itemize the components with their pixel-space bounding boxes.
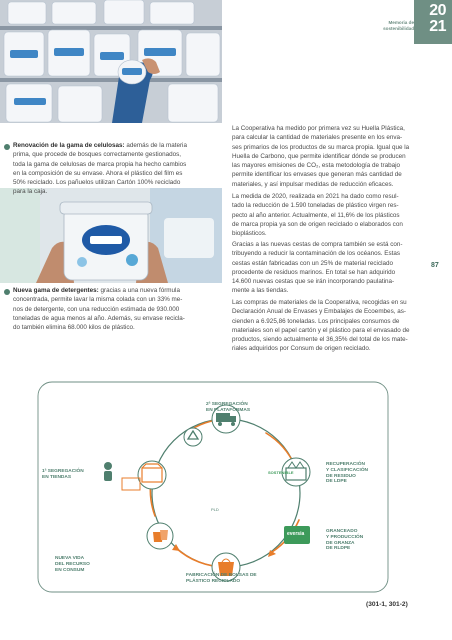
eversia-logo: eversia (287, 531, 305, 537)
text-line: La Cooperativa ha medido por primera vez su Huella Plástica, (232, 125, 405, 132)
text-line: ses primarios de los productos de su marca propia. Igual que la (232, 143, 410, 151)
bullet-marker (4, 144, 10, 150)
label-line: PLÁSTICO RECICLADO (186, 578, 241, 584)
label-fabricacion (186, 573, 257, 585)
label-segregacion-tiendas (42, 469, 84, 481)
year-top: 20 (429, 2, 446, 19)
report-section-label: Memoria de sostenibilidad (383, 20, 414, 31)
label-line: Y CLASIFICACIÓN (326, 467, 369, 473)
text-line: pecto al año anterior. Actualmente, el 11,6% de los plásticos (232, 211, 400, 219)
year-tab (414, 0, 452, 44)
recycle-icon (184, 428, 202, 446)
label-line: DE RLDPE (326, 546, 351, 552)
bullet-title: Nueva gama de detergentes: (13, 287, 99, 294)
store-front-icon (122, 478, 140, 490)
text-line: cienden a 6.925,86 toneladas. Los principales consumos de (232, 317, 400, 325)
text-line: Las compras de materiales de la Cooperativa, recogidas en su (232, 299, 407, 306)
bullet-marker (4, 289, 10, 295)
label-line: DE GRANZA (326, 540, 355, 546)
bullet-line: toda la gama de celulosas de marca propia ha hecho cambios (13, 160, 187, 168)
text-line: materiales son el papel cartón y el plástico para el envasado de (232, 326, 410, 334)
paper-shelf-illustration (0, 0, 222, 123)
text-line: tado la reducción de 1.590 toneladas de plástico virgen res- (232, 202, 399, 210)
text-line: bioplásticos. (232, 230, 267, 238)
text-line: procedente de residuos marinos. En total se han adquirido (232, 268, 396, 276)
label-line: 2ª SEGREGACIÓN (206, 402, 248, 407)
bullet-first-line: además de la materia (124, 142, 187, 149)
photo-paper-products (0, 0, 222, 123)
text-line: permite identificar los envases que generan más cantidad de (232, 171, 402, 179)
page-number: 87 (431, 262, 439, 269)
label-nueva-vida (55, 556, 90, 573)
label-line: EN PLATAFORMAS (206, 407, 251, 413)
text-line: materiales, y así impulsar medidas de reducción eficaces. (232, 180, 394, 188)
text-line: tribuyendo a reducir la contaminación de los océanos. Estas (232, 250, 401, 258)
text-line: mente a las tiendas. (232, 287, 289, 295)
bullet-line: nos de detergente, con una reducción estimada de 930.000 (13, 305, 180, 313)
label-line: GRANCEADO (326, 529, 358, 534)
text-line: productos, siendo actualmente el 36,35% del total de los mate- (232, 336, 408, 344)
store-icon (138, 461, 166, 489)
bullet-line: para la caja. (13, 188, 48, 196)
pld-label: PLD (211, 507, 219, 512)
bullet-line: en la composición de su envase. Ahora el plástico del film es (13, 169, 183, 177)
paragraph-reduccion (232, 192, 424, 238)
label-line: Y PRODUCCIÓN (326, 534, 364, 540)
label-segregacion-plataformas (206, 402, 250, 414)
bullet-line: prima, que procede de bosques correctamente gestionados, (13, 151, 182, 159)
bullet-line: concentrada, permite lavar la misma colada con un 33% me- (13, 296, 183, 304)
gri-reference-code: (301-1, 301-2) (366, 601, 408, 608)
paragraph-cestas (232, 240, 424, 296)
paragraph-compras (232, 298, 424, 354)
label-line: DE LDPE (326, 479, 347, 485)
photo-detergent-tub (0, 188, 222, 283)
bullet-first-line: gracias a una nueva fórmula (98, 287, 180, 294)
paragraph-huella-plastica (232, 124, 424, 189)
text-line: las mayores emisiones de CO₂, esta metodología de trabajo (232, 162, 400, 170)
label-line: RECUPERACIÓN (326, 462, 365, 467)
text-line: cestas están fabricadas con un 25% de material reciclado (232, 259, 394, 267)
label-line: DEL RECURSO (55, 561, 90, 567)
text-line: Declaración Anual de Envases y Embalajes de Ecoembes, as- (232, 308, 406, 316)
label-recuperacion (326, 462, 368, 485)
people-icon (104, 462, 112, 481)
label-line: DE RESIDUO (326, 473, 356, 479)
text-line: Gracias a las nuevas cestas de compra también se está con- (232, 241, 403, 248)
label-line: 1ª SEGREGACIÓN (42, 469, 84, 474)
text-line: de marca propia ya son de origen reciclado o elaborados con (232, 220, 403, 228)
label-line: EN CONSUM (55, 567, 85, 573)
bullet-detergentes (13, 286, 223, 332)
detergent-illustration (0, 188, 222, 283)
text-line: 14.600 nuevas cestas que se irán incorporando paulatina- (232, 278, 395, 286)
label-line: FABRICACIÓN DE BOLSAS DE (186, 573, 257, 578)
year-bottom: 21 (429, 18, 446, 35)
text-line: riales adquiridos por Consum de origen reciclado. (232, 345, 371, 353)
label-granceado (326, 529, 363, 552)
label-line: NUEVA VIDA (55, 556, 85, 561)
bullet-line: toneladas de agua menos al año. Además, su envase recicla- (13, 314, 185, 322)
shopping-bags-icon (147, 523, 173, 549)
label-line: EN TIENDAS (42, 474, 72, 480)
text-line: Huella de Carbono, que permite identificar dónde se producen (232, 152, 406, 160)
text-line: La medida de 2020, realizada en 2021 ha dado como resul- (232, 193, 399, 200)
bullet-line: do también elimina 68.000 kilos de plástico. (13, 324, 135, 332)
bullet-title: Renovación de la gama de celulosas: (13, 142, 125, 149)
bullet-celulosas (13, 141, 223, 197)
text-line: para calcular la cantidad de materiales presente en los enva- (232, 134, 403, 142)
bullet-line: 50% reciclado. Los pañuelos utilizan Cartón 100% reciclado (13, 179, 181, 187)
sostenible-badge: SOSTENIBLE (268, 470, 294, 475)
